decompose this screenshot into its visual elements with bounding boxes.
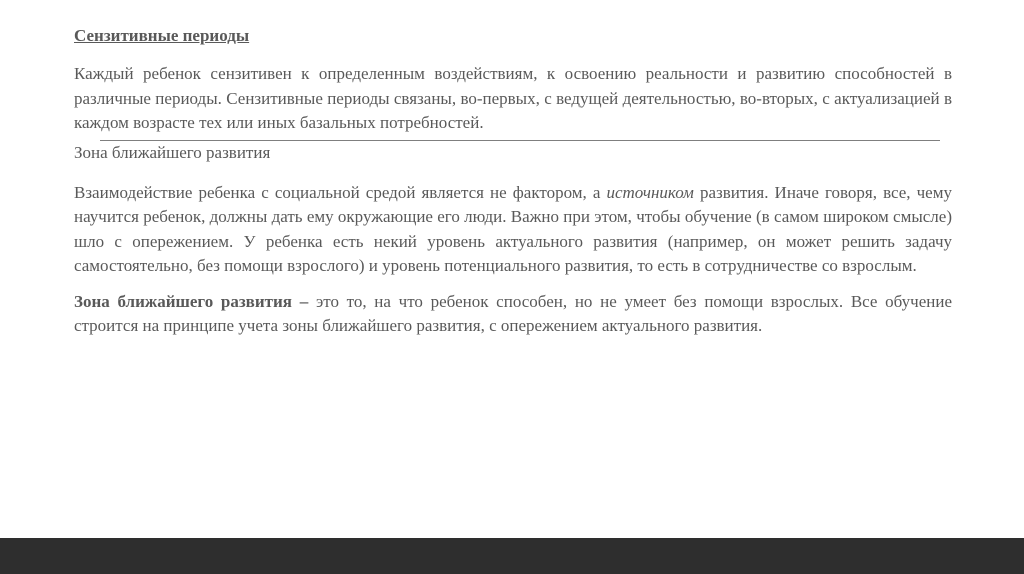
paragraph-text: это то, на что ребенок способен, но не умеет без помощи взрослых. Все обучение строится на принципе учета зоны ближайшего развития, с опережением актуального развития. xyxy=(74,291,952,335)
proximal-zone-paragraph-1 xyxy=(74,181,952,279)
slide-content xyxy=(74,24,952,339)
italic-term-source: источником xyxy=(606,182,694,202)
proximal-zone-paragraph-2 xyxy=(74,290,952,339)
sensitive-periods-paragraph: Каждый ребенок сензитивен к определенным воздействиям, к освоению реальности и развитию способностей в различные периоды. Сензитивные периоды связаны, во-первых, с ведущей деятельностью, во-вторых, с актуализацией в каждом возрасте тех или иных базальных потребностей. xyxy=(74,64,952,132)
section-heading-proximal-zone: Зона ближайшего развития xyxy=(74,142,271,162)
bold-dash: – xyxy=(292,291,309,311)
paragraph-gap xyxy=(74,279,952,290)
section-heading-sensitive-periods: Сензитивные периоды xyxy=(74,26,250,45)
paragraph-text: Взаимодействие ребенка с социальной средой является не фактором, а xyxy=(74,182,607,202)
paragraph-text: развития. Иначе говоря, все, чему научится ребенок, должны дать ему окружающие его люди. Важно при этом, чтобы обучение (в самом широком смысле) шло с опережением. У ребенка есть некий уровень актуального развития (например, он может решить задачу самостоятельно, без помощи взрослого) и уровень потенциального развития, то есть в сотрудничестве со взрослым. xyxy=(74,182,952,275)
bold-term-proximal-zone: Зона ближайшего развития xyxy=(74,291,293,311)
bottom-bar xyxy=(0,538,1024,574)
